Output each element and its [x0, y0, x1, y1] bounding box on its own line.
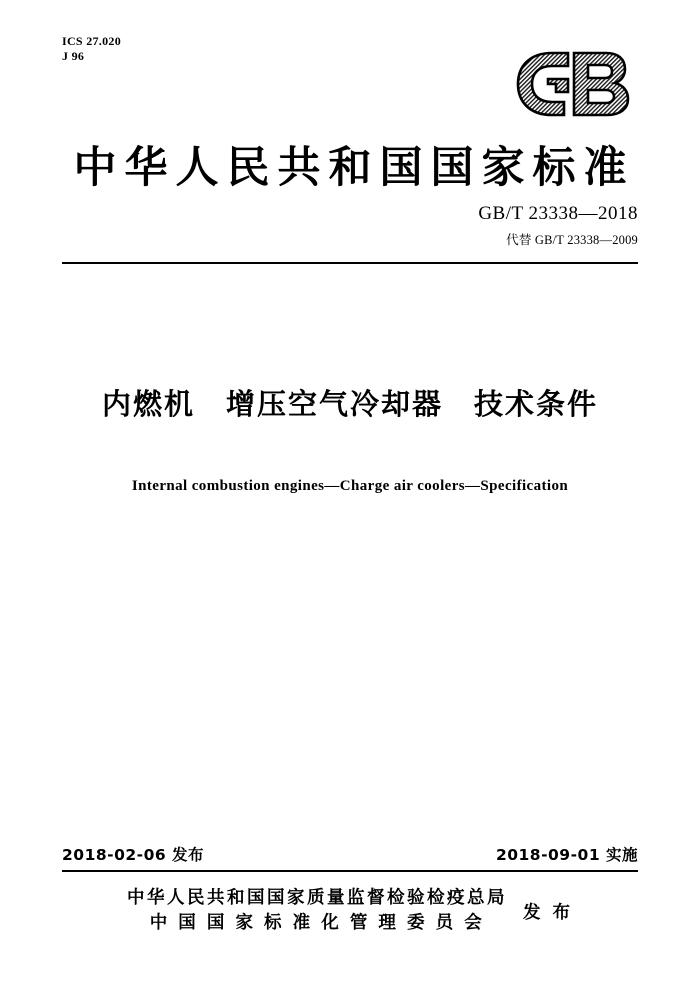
replaced-standard-number: 代替 GB/T 23338—2009 [506, 233, 638, 247]
national-standard-title: 中华人民共和国国家标准 [73, 143, 635, 193]
implementation-date: 2018-09-01 实施 [495, 846, 638, 864]
divider-bottom [62, 870, 638, 872]
standard-number: GB/T 23338—2018 [478, 203, 638, 224]
divider-top [62, 262, 638, 264]
issuing-authority-line-1: 中华人民共和国国家质量监督检验检疫总局 [126, 888, 507, 908]
issuing-authority-line-2: 中 国 国 家 标 准 化 管 理 委 员 会 [149, 913, 485, 933]
document-title-english: Internal combustion engines—Charge air coolers—Specification [131, 478, 569, 494]
issuing-verb: 发 布 [522, 902, 574, 923]
ics-classification-block [62, 34, 121, 64]
issuing-authority-block [0, 886, 700, 936]
standard-number-block [478, 203, 638, 248]
china-standard-classification-code: J 96 [62, 49, 85, 63]
issue-date: 2018-02-06 发布 [62, 846, 205, 864]
ics-number: ICS 27.020 [62, 34, 122, 48]
issuing-authority-names [127, 886, 507, 936]
dates-row [62, 843, 638, 865]
document-title-chinese: 内燃机 增压空气冷却器 技术条件 [101, 387, 598, 421]
gb-emblem-icon [512, 48, 638, 120]
